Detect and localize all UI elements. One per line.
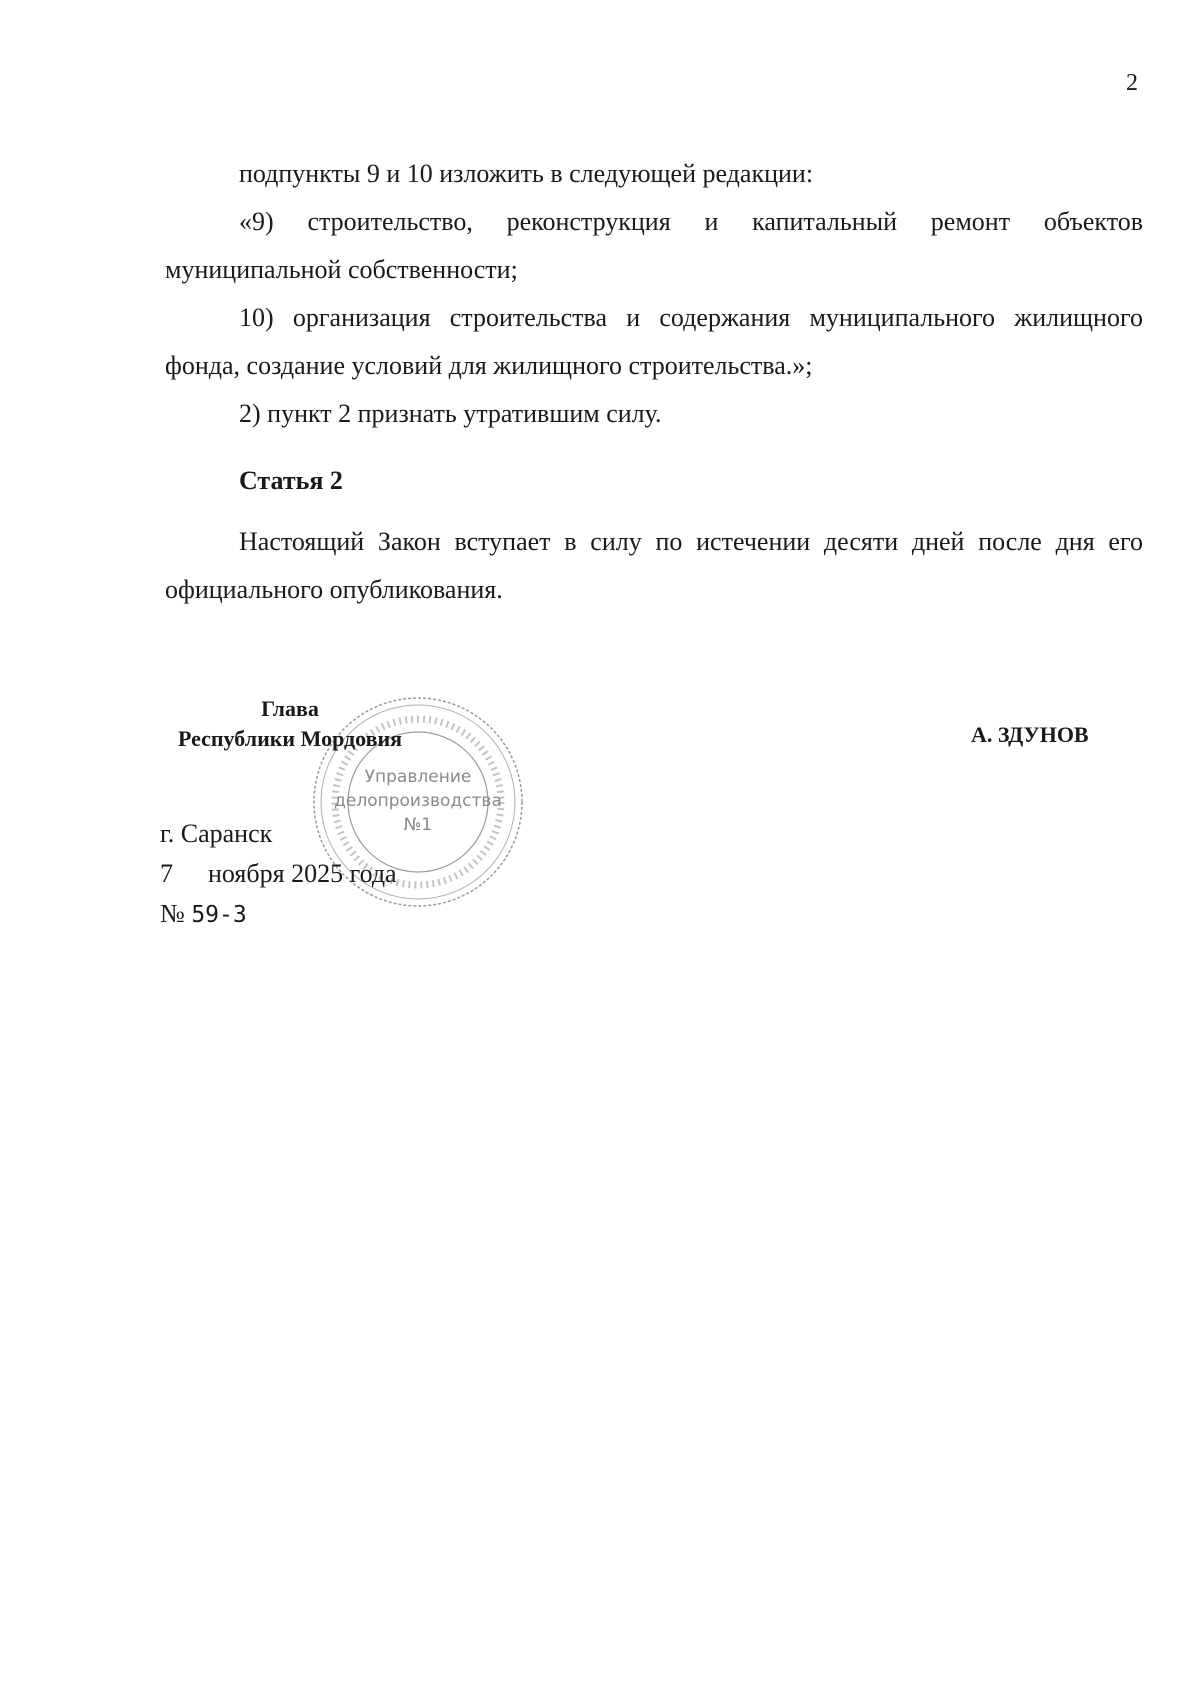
page-number: 2: [1126, 70, 1138, 96]
paragraph-item-9: «9) строительство, реконструкция и капитальный ремонт объектов муниципальной собственности;: [165, 207, 1143, 284]
city: г. Саранск: [160, 819, 273, 848]
signer-title: [160, 694, 420, 754]
signer-title-line-1: Глава: [261, 696, 319, 721]
date-day: 7: [160, 859, 173, 888]
signer-title-line-2: Республики Мордовия: [177, 726, 403, 751]
signer-name: А. ЗДУНОВ: [971, 722, 1089, 747]
stamp-text-line-3: №1: [403, 815, 433, 835]
law-amendment-text: [165, 150, 1143, 438]
law-number: 59-З: [191, 902, 247, 928]
article-text: Настоящий Закон вступает в силу по истечении десяти дней после дня его официального опубликования.: [165, 527, 1143, 604]
article-text-block: [165, 518, 1143, 614]
paragraph-item-10: 10) организация строительства и содержания муниципального жилищного фонда, создание условий для жилищного строительства.»;: [165, 303, 1143, 380]
date-line: [160, 854, 397, 894]
law-number-line: [160, 894, 397, 935]
number-sign: №: [160, 899, 185, 928]
paragraph-intro: подпункты 9 и 10 изложить в следующей редакции:: [239, 159, 814, 188]
article-heading: Статья 2: [239, 466, 343, 495]
date-month-year: ноября 2025 года: [208, 859, 397, 888]
stamp-text-line-2: делопроизводства: [334, 791, 502, 811]
place-date-block: [160, 814, 397, 935]
stamp-text-line-1: Управление: [364, 767, 472, 787]
paragraph-point-2: 2) пункт 2 признать утратившим силу.: [239, 399, 662, 428]
